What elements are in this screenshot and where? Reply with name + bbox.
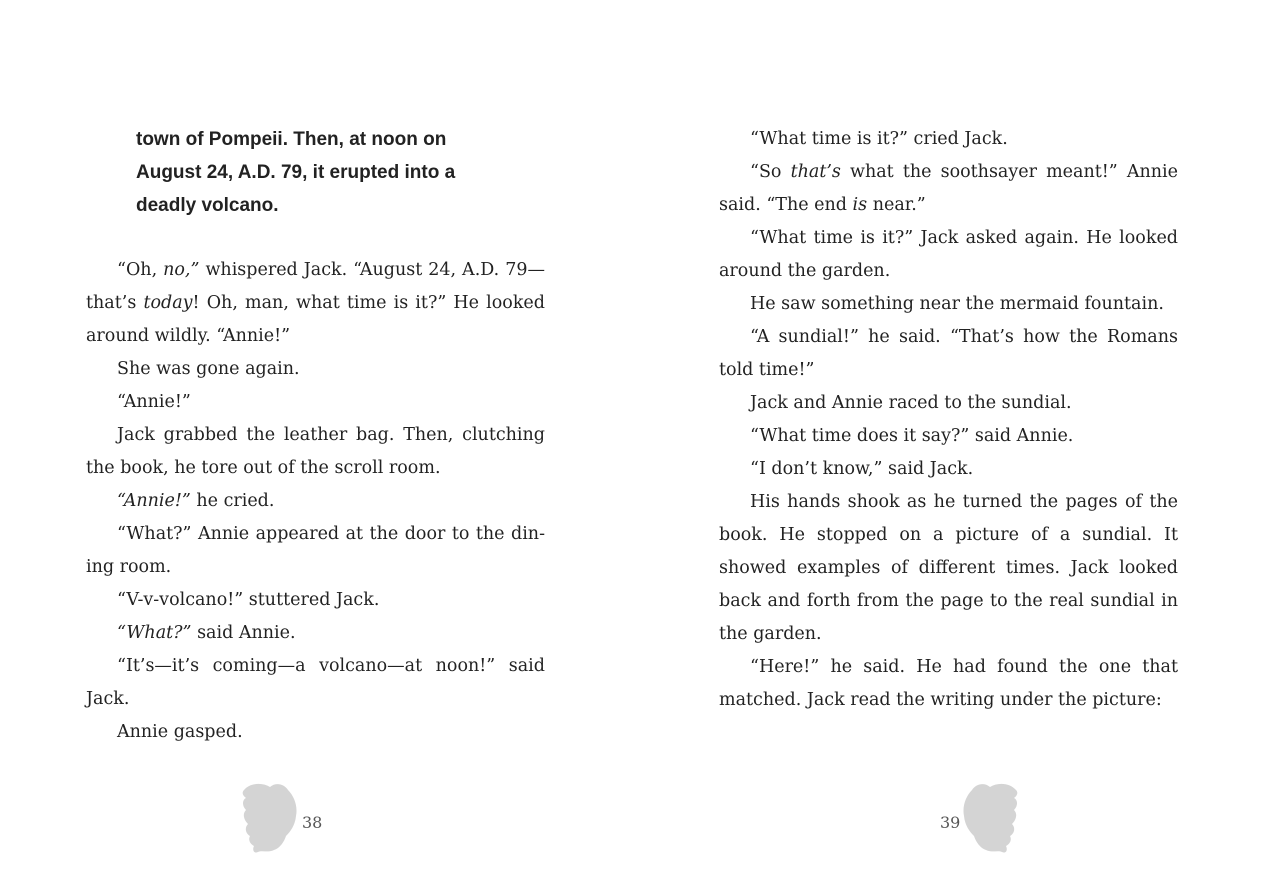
paragraph: “What time is it?” cried Jack. [750,129,1008,149]
page-number: 38 [302,813,323,832]
italic-text: today [143,293,193,313]
fact-line: August 24, A.D. 79, it erupted into a [136,162,456,183]
paragraph: “So that’s what the soothsayer meant!” Annie said. “The end is near.” [719,162,1178,215]
paragraph: “I don’t know,” said Jack. [750,459,974,479]
fact-line: town of Pompeii. Then, at noon on [136,129,447,150]
paragraph: “It’s—it’s coming—a volcano—at noon!” said Jack. [86,656,545,709]
paragraph: Annie gasped. [117,722,243,742]
italic-text: is [852,195,868,215]
paragraph: “What?” said Annie. [117,623,296,643]
paragraph: “Annie!” he cried. [117,491,275,511]
paragraph: “What?” Annie appeared at the door to the din-ing room. [86,524,545,577]
volcano-silhouette-icon [240,780,300,854]
right-body-text [719,123,1178,717]
left-body-text [86,254,545,749]
folio-left [240,780,323,854]
paragraph: “A sundial!” he said. “That’s how the Romans told time!” [719,327,1178,380]
folio-right [940,780,1020,854]
fact-line: deadly volcano. [136,195,279,216]
paragraph: She was gone again. [117,359,300,379]
paragraph: “What time is it?” Jack asked again. He looked around the garden. [719,228,1178,281]
paragraph: “V-v-volcano!” stuttered Jack. [117,590,380,610]
paragraph: Jack grabbed the leather bag. Then, clutching the book, he tore out of the scroll room. [86,425,545,478]
page-number: 39 [940,813,961,832]
paragraph: He saw something near the mermaid fountain. [750,294,1164,314]
paragraph: “Here!” he said. He had found the one that matched. Jack read the writing under the picture: [719,657,1178,710]
paragraph: “Oh, no,” whispered Jack. “August 24, A.D. 79—that’s today! Oh, man, what time is it?” He looked around wildly. “Annie!” [86,260,545,346]
sidebar-fact-box [136,123,556,222]
paragraph: Jack and Annie raced to the sundial. [750,393,1072,413]
italic-text: “Annie!” [117,491,191,511]
italic-text: “What?” [117,623,192,643]
paragraph: “What time does it say?” said Annie. [750,426,1074,446]
right-page [632,0,1264,873]
italic-text: no,” [163,260,200,280]
italic-text: that’s [790,162,841,182]
paragraph: His hands shook as he turned the pages of the book. He stopped on a picture of a sundial. It showed examples of different times. Jack looked back and forth from the page to the real sundial in the garden. [719,492,1178,644]
paragraph: “Annie!” [117,392,191,412]
